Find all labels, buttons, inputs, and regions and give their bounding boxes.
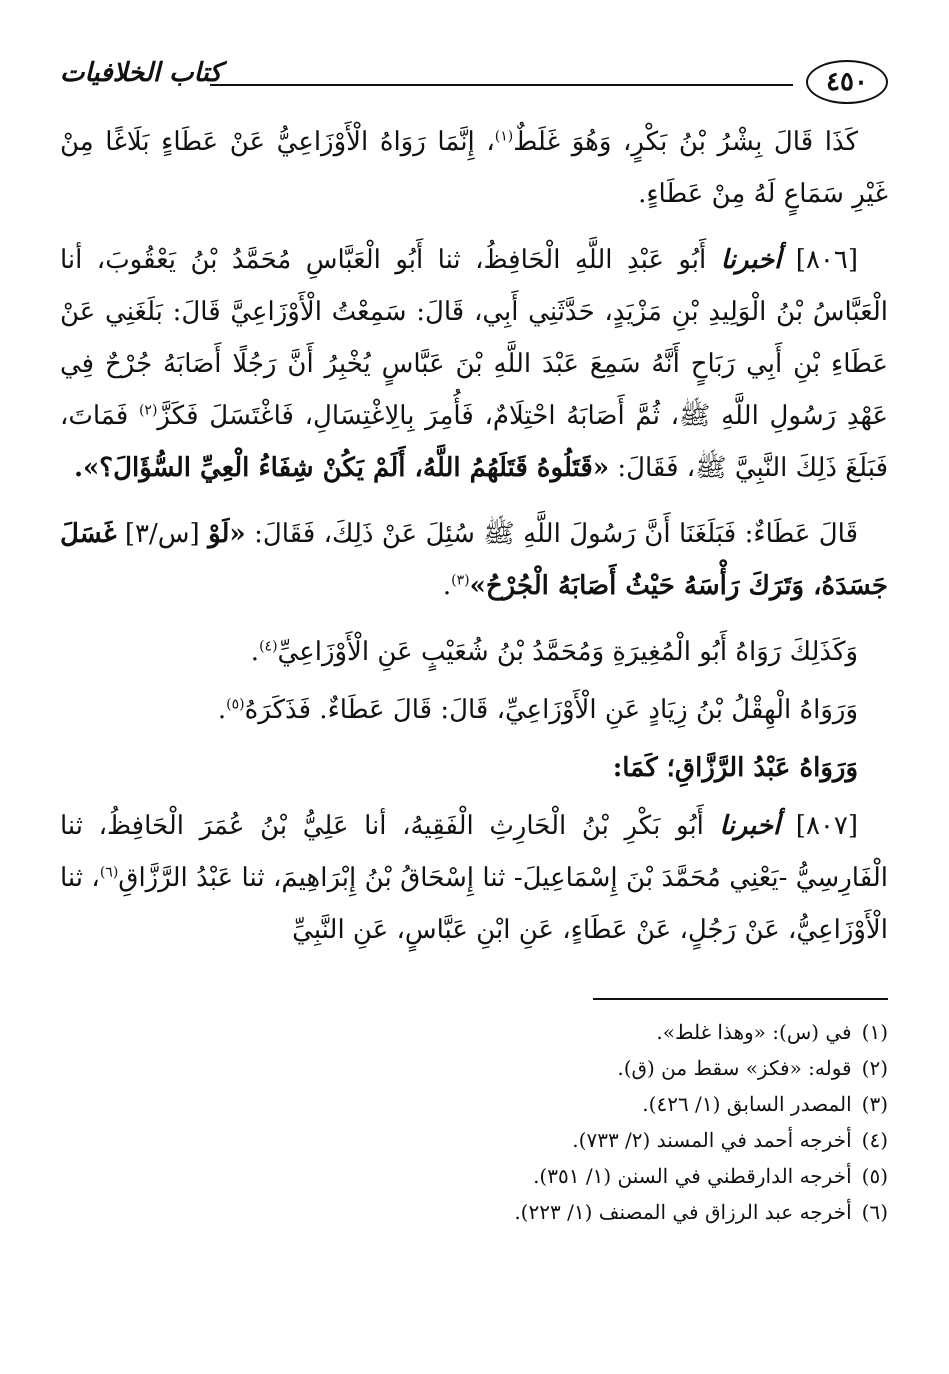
footnote-label: (٣) [861, 1092, 888, 1116]
footnote-text: في (س): «وهذا غلط». [656, 1020, 852, 1044]
p2-text-a: أَبُو عَبْدِ اللَّهِ الْحَافِظُ، ثنا أَبُو الْعَبَّاسِ مُحَمَّدُ بْنُ يَعْقُوبَ، أنا الْعَبَّاسُ بْنُ الْوَلِيدِ بْنِ مَزْيَدٍ، حَدَّثَنِي أَبِي، قَالَ: سَمِعْتُ الْأَوْزَاعِيَّ قَالَ: بَلَغَنِي عَنْ عَطَاءِ بْنِ أَبِي رَبَاحٍ أَنَّهُ سَمِعَ عَبْدَ اللَّهِ بْنَ عَبَّاسٍ يُخْبِرُ أَنَّ رَجُلًا أَصَابَهُ جُرْحٌ فِي عَهْدِ رَسُولِ اللَّهِ ﷺ، ثُمَّ أَصَابَهُ احْتِلَامٌ، فَأُمِرَ بِالِاغْتِسَالِ، فَاغْتَسَلَ فَكَزَّ [60, 245, 889, 431]
hadith-806 [60, 234, 888, 494]
footnote-item [60, 1014, 888, 1050]
p7-text-b: ، ثنا الْأَوْزَاعِيُّ، عَنْ رَجُلٍ، عَنْ عَطَاءٍ، عَنِ ابْنِ عَبَّاسٍ، عَنِ النَّبِيِّ [60, 863, 888, 945]
footnotes [60, 1014, 888, 1230]
footnote-text: أخرجه الدارقطني في السنن (١/ ٣٥١). [533, 1164, 852, 1188]
p3-quote-b: غَسَلَ جَسَدَهُ، وَتَرَكَ رَأْسَهُ حَيْثُ أَصَابَهُ الْجُرْحُ» [60, 519, 888, 601]
hadith-number: [٨٠٦] [795, 245, 858, 275]
footnote-divider [593, 998, 888, 1000]
footnote-text: قوله: «فكز» سقط من (ق). [617, 1056, 852, 1080]
p6-text: وَرَوَاهُ عَبْدُ الرَّزَّاقِ؛ كَمَا: [612, 753, 858, 783]
p7-text-a: أَبُو بَكْرِ بْنُ الْحَارِثِ الْفَقِيهُ، أنا عَلِيُّ بْنُ عُمَرَ الْحَافِظُ، ثنا الْفَارِسِيُّ -يَعْنِي مُحَمَّدَ بْنَ إِسْمَاعِيلَ- ثنا إِسْحَاقُ بْنُ إِبْرَاهِيمَ، ثنا عَبْدُ الرَّزَّاقِ [60, 811, 888, 893]
footnote-ref-1: (١) [494, 128, 514, 145]
footnote-item [60, 1122, 888, 1158]
page-header [60, 50, 888, 116]
paragraph-4 [60, 626, 888, 678]
paragraph-6 [60, 742, 888, 794]
footnote-label: (١) [861, 1020, 888, 1044]
p3-quote-a: «لَوْ [208, 519, 246, 549]
paragraph-1 [60, 116, 888, 220]
manuscript-marker: [س/٣] [124, 519, 200, 549]
footnote-text: أخرجه عبد الرزاق في المصنف (١/ ٢٢٣). [514, 1200, 852, 1224]
footnote-item [60, 1050, 888, 1086]
keyword-akhbarana: أخبرنا [719, 811, 781, 841]
p4-text: وَكَذَلِكَ رَوَاهُ أَبُو الْمُغِيرَةِ وَمُحَمَّدُ بْنُ شُعَيْبٍ عَنِ الْأَوْزَاعِيِّ [277, 637, 858, 667]
p4-end: . [250, 637, 260, 667]
paragraph-3 [60, 508, 888, 612]
paragraph-5 [60, 684, 888, 736]
footnote-ref-6: (٦) [99, 864, 119, 881]
book-page [60, 50, 888, 1230]
p1-text-a: كَذَا قَالَ بِشْرُ بْنُ بَكْرٍ، وَهُوَ غَلَطٌ [513, 127, 858, 157]
p1-text-b: ، إِنَّمَا رَوَاهُ الْأَوْزَاعِيُّ عَنْ عَطَاءٍ بَلَاغًا مِنْ غَيْرِ سَمَاعٍ لَهُ مِنْ عَطَاءٍ. [60, 127, 888, 209]
p5-text: وَرَوَاهُ الْهِقْلُ بْنُ زِيَادٍ عَنِ الْأَوْزَاعِيِّ، قَالَ: قَالَ عَطَاءٌ. فَذَكَرَهُ [244, 695, 858, 725]
footnote-item [60, 1194, 888, 1230]
hadith-number: [٨٠٧] [795, 811, 858, 841]
footnote-label: (٥) [861, 1164, 888, 1188]
p5-end: . [217, 695, 227, 725]
footnote-item [60, 1158, 888, 1194]
p3-end: . [442, 571, 452, 601]
footnote-ref-3: (٣) [451, 572, 470, 589]
prophetic-quote: «قَتَلُوهُ قَتَلَهُمُ اللَّهُ، أَلَمْ يَكُنْ شِفَاءُ الْعِيِّ السُّؤَالَ؟». [74, 453, 610, 483]
page-number: ٤٥٠ [806, 60, 888, 104]
p3-text-a: قَالَ عَطَاءٌ: فَبَلَغَنَا أَنَّ رَسُولَ اللَّهِ ﷺ سُئِلَ عَنْ ذَلِكَ، فَقَالَ: [245, 519, 858, 549]
footnote-ref-5: (٥) [226, 696, 245, 713]
footnote-ref-4: (٤) [259, 638, 278, 655]
header-rule [210, 84, 793, 86]
hadith-807 [60, 800, 888, 956]
keyword-akhbarana: أخبرنا [720, 245, 782, 275]
footnote-item [60, 1086, 888, 1122]
footnote-text: المصدر السابق (١/ ٤٢٦). [642, 1092, 852, 1116]
footnote-label: (٤) [861, 1128, 888, 1152]
main-text [60, 116, 888, 956]
p2-text-b: فَمَاتَ، فَبَلَغَ ذَلِكَ النَّبِيَّ ﷺ، فَقَالَ: [60, 401, 888, 483]
footnote-ref-2: (٢) [138, 402, 158, 419]
footnote-text: أخرجه أحمد في المسند (٢/ ٧٣٣). [572, 1128, 852, 1152]
footnote-label: (٦) [861, 1200, 888, 1224]
book-title: كتاب الخلافيات [60, 58, 222, 88]
footnote-label: (٢) [861, 1056, 888, 1080]
